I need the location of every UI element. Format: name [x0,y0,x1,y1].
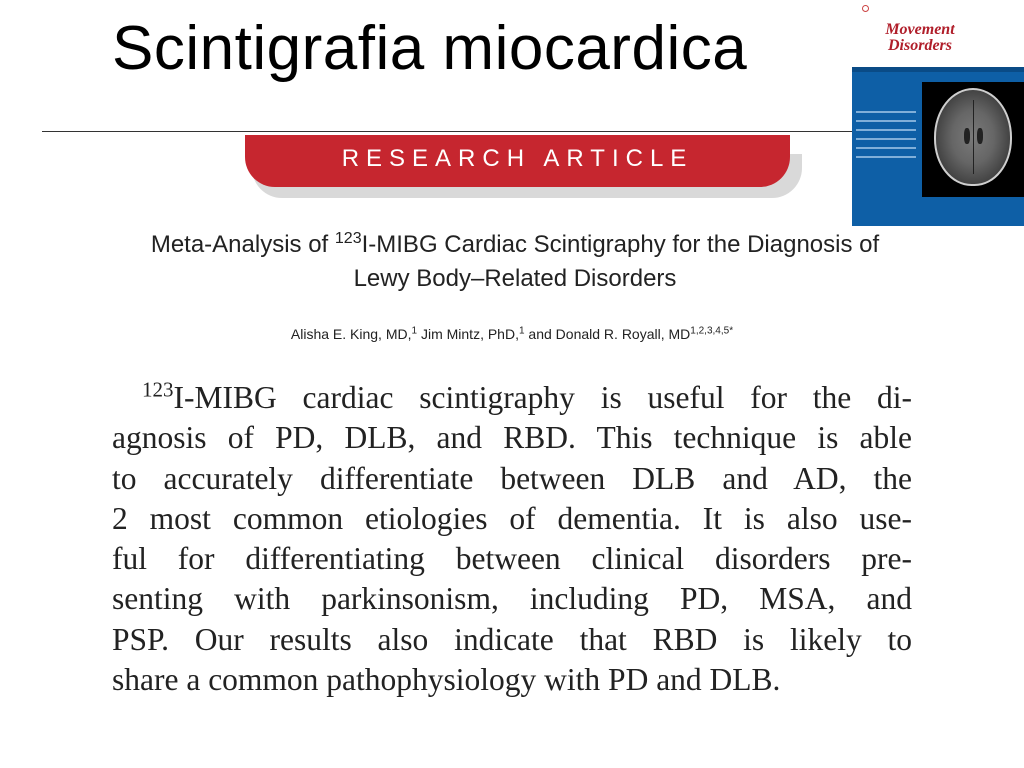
abstract-line: share a common pathophysiology with PD and DLB. [112,662,781,698]
abstract-line: senting with parkinsonism, including PD, MSA, and [112,581,912,617]
abstract-text [112,378,912,700]
cover-contents-lines [856,111,916,165]
abstract-line: 2 most common etiologies of dementia. It is also use- [112,500,912,536]
article-title-prefix: Meta-Analysis of [150,231,335,258]
author-list [0,326,1024,342]
society-logo-icon [862,5,871,12]
article-title [40,228,990,296]
author-name: and Donald R. Royall, MD [524,326,691,342]
abstract-isotope: 123 [142,377,174,402]
journal-logo [860,22,980,54]
research-article-banner: RESEARCH ARTICLE [245,135,790,187]
author-name: Jim Mintz, PhD, [417,326,519,342]
article-title-line2: Lewy Body–Related Disorders [353,265,677,292]
article-title-line1: I-MIBG Cardiac Scintigraphy for the Diagnosis of [361,231,880,258]
author-affiliation: 1,2,3,4,5* [690,325,734,337]
cover-header [852,0,1024,67]
abstract-line: $^{123}$I-MIBG cardiac scintigraphy is useful for the di- [142,377,912,415]
brain-icon [934,88,1012,186]
journal-cover-image [852,0,1024,226]
title-divider [42,131,872,132]
abstract-line: to accurately differentiate between DLB and AD, the [112,460,912,496]
journal-name-line1: Movement [885,21,955,38]
abstract-line: PSP. Our results also indicate that RBD is likely to [112,621,912,657]
article-title-isotope: 123 [334,230,362,247]
author-affiliation: 1 [411,325,418,337]
slide-title: Scintigrafia miocardica [112,14,748,83]
cover-body [852,67,1024,226]
cover-issue-bar [852,67,1024,72]
brain-scan-image [922,82,1024,197]
abstract-line: agnosis of PD, DLB, and RBD. This technique is able [112,420,912,456]
journal-name-line2: Disorders [887,37,952,54]
author-affiliation: 1 [518,325,525,337]
abstract-line: ful for differentiating between clinical disorders pre- [112,541,912,577]
author-name: Alisha E. King, MD, [290,326,412,342]
